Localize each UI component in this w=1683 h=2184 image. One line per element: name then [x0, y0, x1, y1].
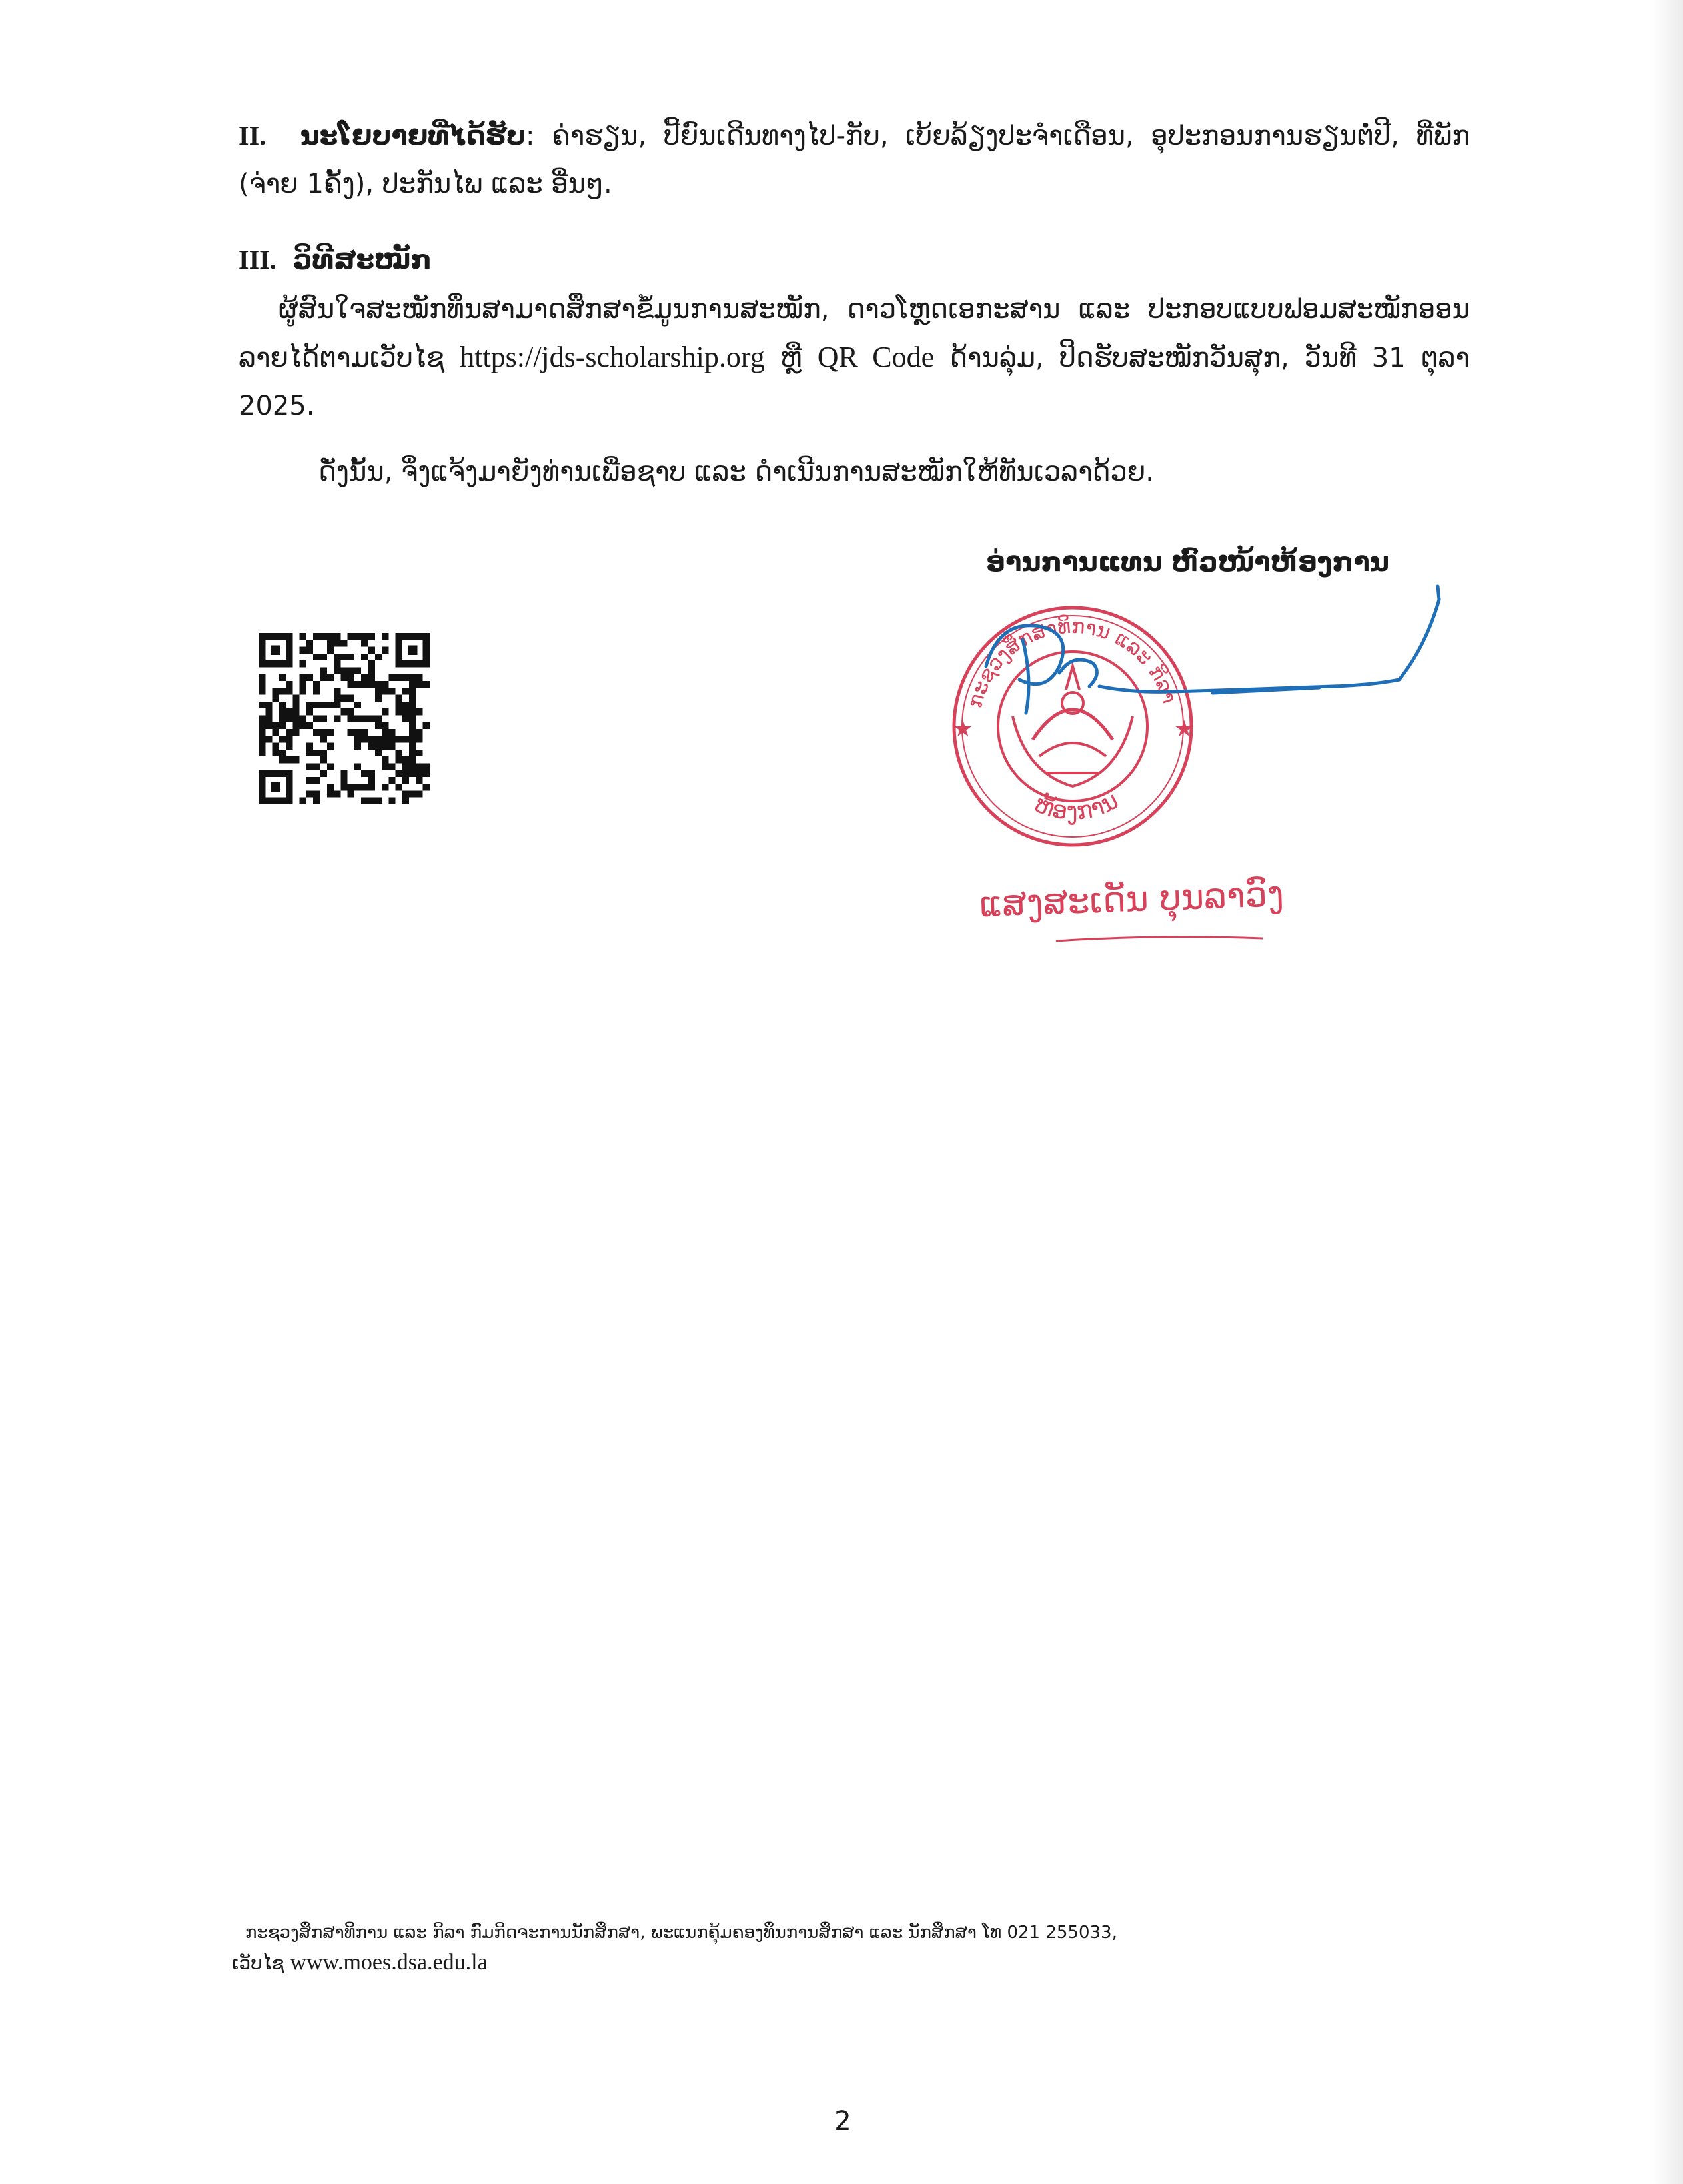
- qr-code-icon[interactable]: [259, 630, 430, 808]
- svg-text:ຫ້ອງການ: ຫ້ອງການ: [1030, 786, 1123, 826]
- section-2-number: II.: [239, 121, 267, 151]
- footer-website-label: ເວັບໄຊ: [232, 1952, 284, 1974]
- svg-text:ກະຊວງສຶກສາທິການ ແລະ ກິລາ: ກະຊວງສຶກສາທິການ ແລະ ກິລາ: [963, 614, 1181, 710]
- svg-text:★: ★: [953, 716, 973, 742]
- scholarship-url[interactable]: https://jds-scholarship.org: [460, 341, 765, 373]
- footer-website-link[interactable]: www.moes.dsa.edu.la: [290, 1950, 488, 1975]
- section-3-paragraph: [239, 285, 1470, 430]
- section-3-number: III.: [239, 245, 277, 275]
- section-2-paragraph: [239, 112, 1470, 208]
- section-3-text-after: ດ້ານລຸ່ມ, ປິດຮັບສະໝັກວັນສຸກ, ວັນທີ 31 ຕຸລາ 2025.: [239, 343, 1470, 421]
- section-3-heading-line: [239, 236, 1470, 284]
- section-2-heading: ນະໂຍບາຍທີ່ໄດ້ຮັບ: [300, 121, 526, 151]
- page-number: 2: [834, 2106, 851, 2137]
- closing-text: ດັ່ງນັ້ນ, ຈຶ່ງແຈ້ງມາຍັງທ່ານເພື່ອຊາບ ແລະ ດໍາເນີນການສະໝັກໃຫ້ທັນເວລາດ້ວຍ.: [318, 457, 1154, 487]
- page-edge-shadow: [1651, 0, 1683, 2184]
- signature-title: ອ່ານການແທນ ຫົວໜ້າຫ້ອງການ: [986, 547, 1389, 578]
- closing-paragraph: [318, 448, 1451, 496]
- qr-code-label: QR Code: [817, 341, 935, 373]
- section-3-heading: ວິທີສະໝັກ: [293, 245, 432, 275]
- footer-address: ກະຊວງສຶກສາທິການ ແລະ ກິລາ ກົມກິດຈະການນັກສຶກສາ, ພະແນກຄຸ້ມຄອງທຶນການສຶກສາ ແລະ ນັກສຶກສາ ໂທ 021 255033,: [245, 1923, 1117, 1943]
- signer-underline: [1053, 932, 1266, 945]
- section-2-text: : ຄ່າຮຽນ, ປີ້ຍົນເດີນທາງໄປ-ກັບ, ເບ້ຍລ້ຽງປະຈໍາເດືອນ, ອຸປະກອນການຮຽນຕໍ່ປີ, ທີ່ພັກ (ຈ່າຍ 1ຄັ້ງ), ປະກັນໄພ ແລະ ອື່ນໆ.: [239, 121, 1470, 199]
- svg-text:★: ★: [1174, 716, 1195, 742]
- handwritten-signature: [959, 580, 1479, 733]
- signer-name: ແສງສະເດັນ ບຸນລາວົງ: [979, 874, 1285, 925]
- footer-website-line: [232, 1949, 1484, 1977]
- section-3-text-mid: ຫຼື: [780, 343, 802, 373]
- section-3-text-before-url: ຜູ້ສົນໃຈສະໝັກທຶນສາມາດສຶກສາຂໍ້ມູນການສະໝັກ, ດາວໂຫຼດເອກະສານ ແລະ ປະກອບແບບຟອມສະໝັກອອນລາຍໄດ້ຕາມເວັບໄຊ: [239, 294, 1470, 373]
